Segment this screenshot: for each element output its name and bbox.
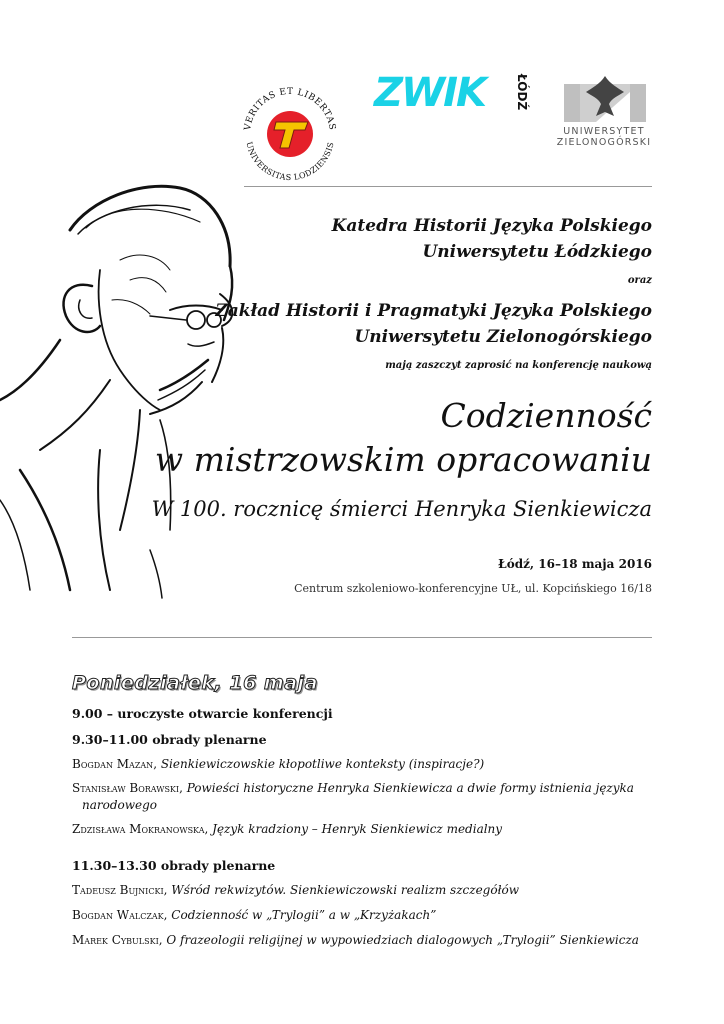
talk-title: Sienkiewiczowskie kłopotliwe konteksty (inspiracje?) [160, 757, 485, 771]
talk-title: Codzienność w „Trylogii” a w „Krzyżakach” [171, 908, 437, 922]
talk-item: Bogdan Mazan, Sienkiewiczowskie kłopotliwe konteksty (inspiracje?) [72, 757, 485, 771]
day-heading: Poniedziałek, 16 maja [72, 672, 318, 694]
talk-speaker: Zdzisława Mokranowska [72, 822, 205, 836]
sienkiewicz-portrait-sketch [0, 170, 250, 600]
uz-logo-caption [548, 126, 660, 148]
conference-date: Łódź, 16–18 maja 2016 [498, 557, 652, 571]
conjunction: oraz [627, 275, 652, 286]
opening-slot: 9.00 – uroczyste otwarcie konferencji [72, 706, 333, 721]
organizer-1-line1: Katedra Historii Języka Polskiego [331, 216, 652, 236]
zwik-logo [372, 70, 534, 112]
talk-item: Tadeusz Bujnicki, Wśród rekwizytów. Sienkiewiczowski realizm szczegółów [72, 883, 519, 897]
conference-title-line2: w mistrzowskim opracowaniu [154, 440, 652, 479]
zwik-logo-name: ZWIK [374, 70, 486, 112]
conference-title [155, 394, 652, 482]
organizer-2-line1: Zakład Historii i Pragmatyki Języka Polskiego [215, 301, 652, 321]
organizer-1 [332, 213, 652, 265]
talk-title: Język kradziony – Henryk Sienkiewicz medialny [212, 822, 503, 836]
session-2-heading: 11.30–13.30 obrady plenarne [72, 858, 276, 873]
talk-speaker: Tadeusz Bujnicki [72, 883, 164, 897]
organizer-2 [215, 298, 652, 350]
zwik-logo-city: ŁÓDŹ [515, 74, 529, 111]
talk-title: O frazeologii religijnej w wypowiedziach dialogowych „Trylogii” Sienkiewicza [166, 933, 639, 947]
talk-speaker: Stanisław Borawski [72, 781, 180, 795]
conference-title-line1: Codzienność [440, 396, 652, 435]
middle-divider [72, 637, 652, 638]
university-of-lodz-logo [236, 78, 344, 186]
uz-caption-line1: UNIWERSYTET [563, 126, 645, 137]
talk-item: Zdzisława Mokranowska, Język kradziony – Henryk Sienkiewicz medialny [72, 822, 503, 836]
ul-logo-bottom-text: UNIVERSITAS LODZIENSIS [244, 140, 336, 183]
talk-speaker: Bogdan Walczak [72, 908, 164, 922]
talk-title: Powieści historyczne Henryka Sienkiewicza a dwie formy istnienia języka narodowego [82, 781, 634, 812]
ul-logo-top-text: VERITAS ET LIBERTAS [243, 86, 337, 132]
organizer-2-line2: Uniwersytetu Zielonogórskiego [354, 327, 652, 347]
conference-subtitle: W 100. rocznicę śmierci Henryka Sienkiewicza [151, 497, 652, 521]
talk-item: Marek Cybulski, O frazeologii religijnej w wypowiedziach dialogowych „Trylogii” Sienkiewicza [72, 933, 639, 947]
talk-title: Wśród rekwizytów. Sienkiewiczowski realizm szczegółów [171, 883, 519, 897]
uz-caption-line2: ZIELONOGÓRSKI [556, 137, 652, 148]
talk-speaker: Bogdan Mazan [72, 757, 154, 771]
talk-speaker: Marek Cybulski [72, 933, 159, 947]
organizer-1-line2: Uniwersytetu Łódzkiego [422, 242, 652, 262]
talk-item: Bogdan Walczak, Codzienność w „Trylogii” a w „Krzyżakach” [72, 908, 437, 922]
session-1-heading: 9.30–11.00 obrady plenarne [72, 732, 267, 747]
conference-venue: Centrum szkoleniowo-konferencyjne UŁ, ul. Kopcińskiego 16/18 [294, 582, 652, 595]
top-divider [244, 186, 652, 187]
talk-item: Stanisław Borawski, Powieści historyczne Henryka Sienkiewicza a dwie formy istnienia języka narodowego [72, 781, 634, 812]
invitation-line: mają zaszczyt zaprosić na konferencję naukową [385, 360, 652, 371]
